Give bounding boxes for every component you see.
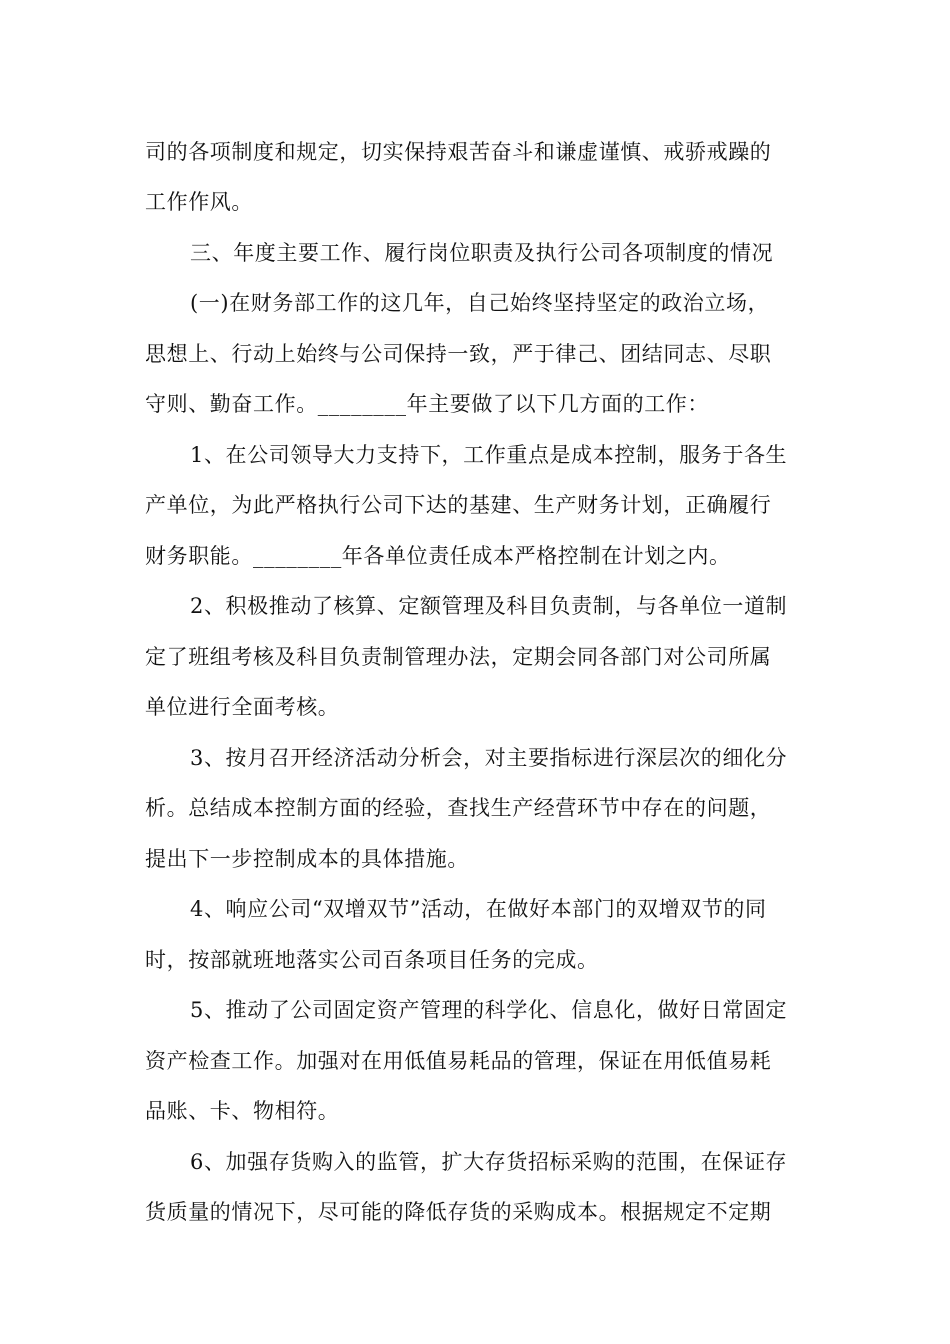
text-line: 3、按月召开经济活动分析会，对主要指标进行深层次的细化分 [190,746,788,770]
text-line: 定了班组考核及科目负责制管理办法，定期会同各部门对公司所属 [145,645,772,669]
text-line: (一)在财务部工作的这几年，自己始终坚持坚定的政治立场， [190,291,770,315]
text-line: 1、在公司领导大力支持下，工作重点是成本控制，服务于各生 [190,443,788,467]
text-line: 财务职能。________年各单位责任成本严格控制在计划之内。 [145,544,731,568]
text-line: 资产检查工作。加强对在用低值易耗品的管理，保证在用低值易耗 [145,1049,772,1073]
text-line: 品账、卡、物相符。 [145,1099,340,1123]
text-line: 守则、勤奋工作。________年主要做了以下几方面的工作： [145,392,709,416]
text-line: 工作作风。 [145,190,253,214]
text-line: 析。总结成本控制方面的经验，查找生产经营环节中存在的问题， [145,796,772,820]
text-line: 5、推动了公司固定资产管理的科学化、信息化，做好日常固定 [190,998,788,1022]
text-line: 4、响应公司“双增双节”活动，在做好本部门的双增双节的同 [190,897,767,921]
text-line: 思想上、行动上始终与公司保持一致，严于律己、团结同志、尽职 [145,342,772,366]
text-line: 6、加强存货购入的监管，扩大存货招标采购的范围，在保证存 [190,1150,788,1174]
text-line: 司的各项制度和规定，切实保持艰苦奋斗和谦虚谨慎、戒骄戒躁的 [145,140,772,164]
text-line: 提出下一步控制成本的具体措施。 [145,847,469,871]
text-line: 单位进行全面考核。 [145,695,340,719]
text-line: 时，按部就班地落实公司百条项目任务的完成。 [145,948,599,972]
text-line: 2、积极推动了核算、定额管理及科目负责制，与各单位一道制 [190,594,788,618]
text-line: 货质量的情况下，尽可能的降低存货的采购成本。根据规定不定期 [145,1200,772,1224]
text-line: 产单位，为此严格执行公司下达的基建、生产财务计划，正确履行 [145,493,772,517]
section-heading: 三、年度主要工作、履行岗位职责及执行公司各项制度的情况 [190,241,774,265]
